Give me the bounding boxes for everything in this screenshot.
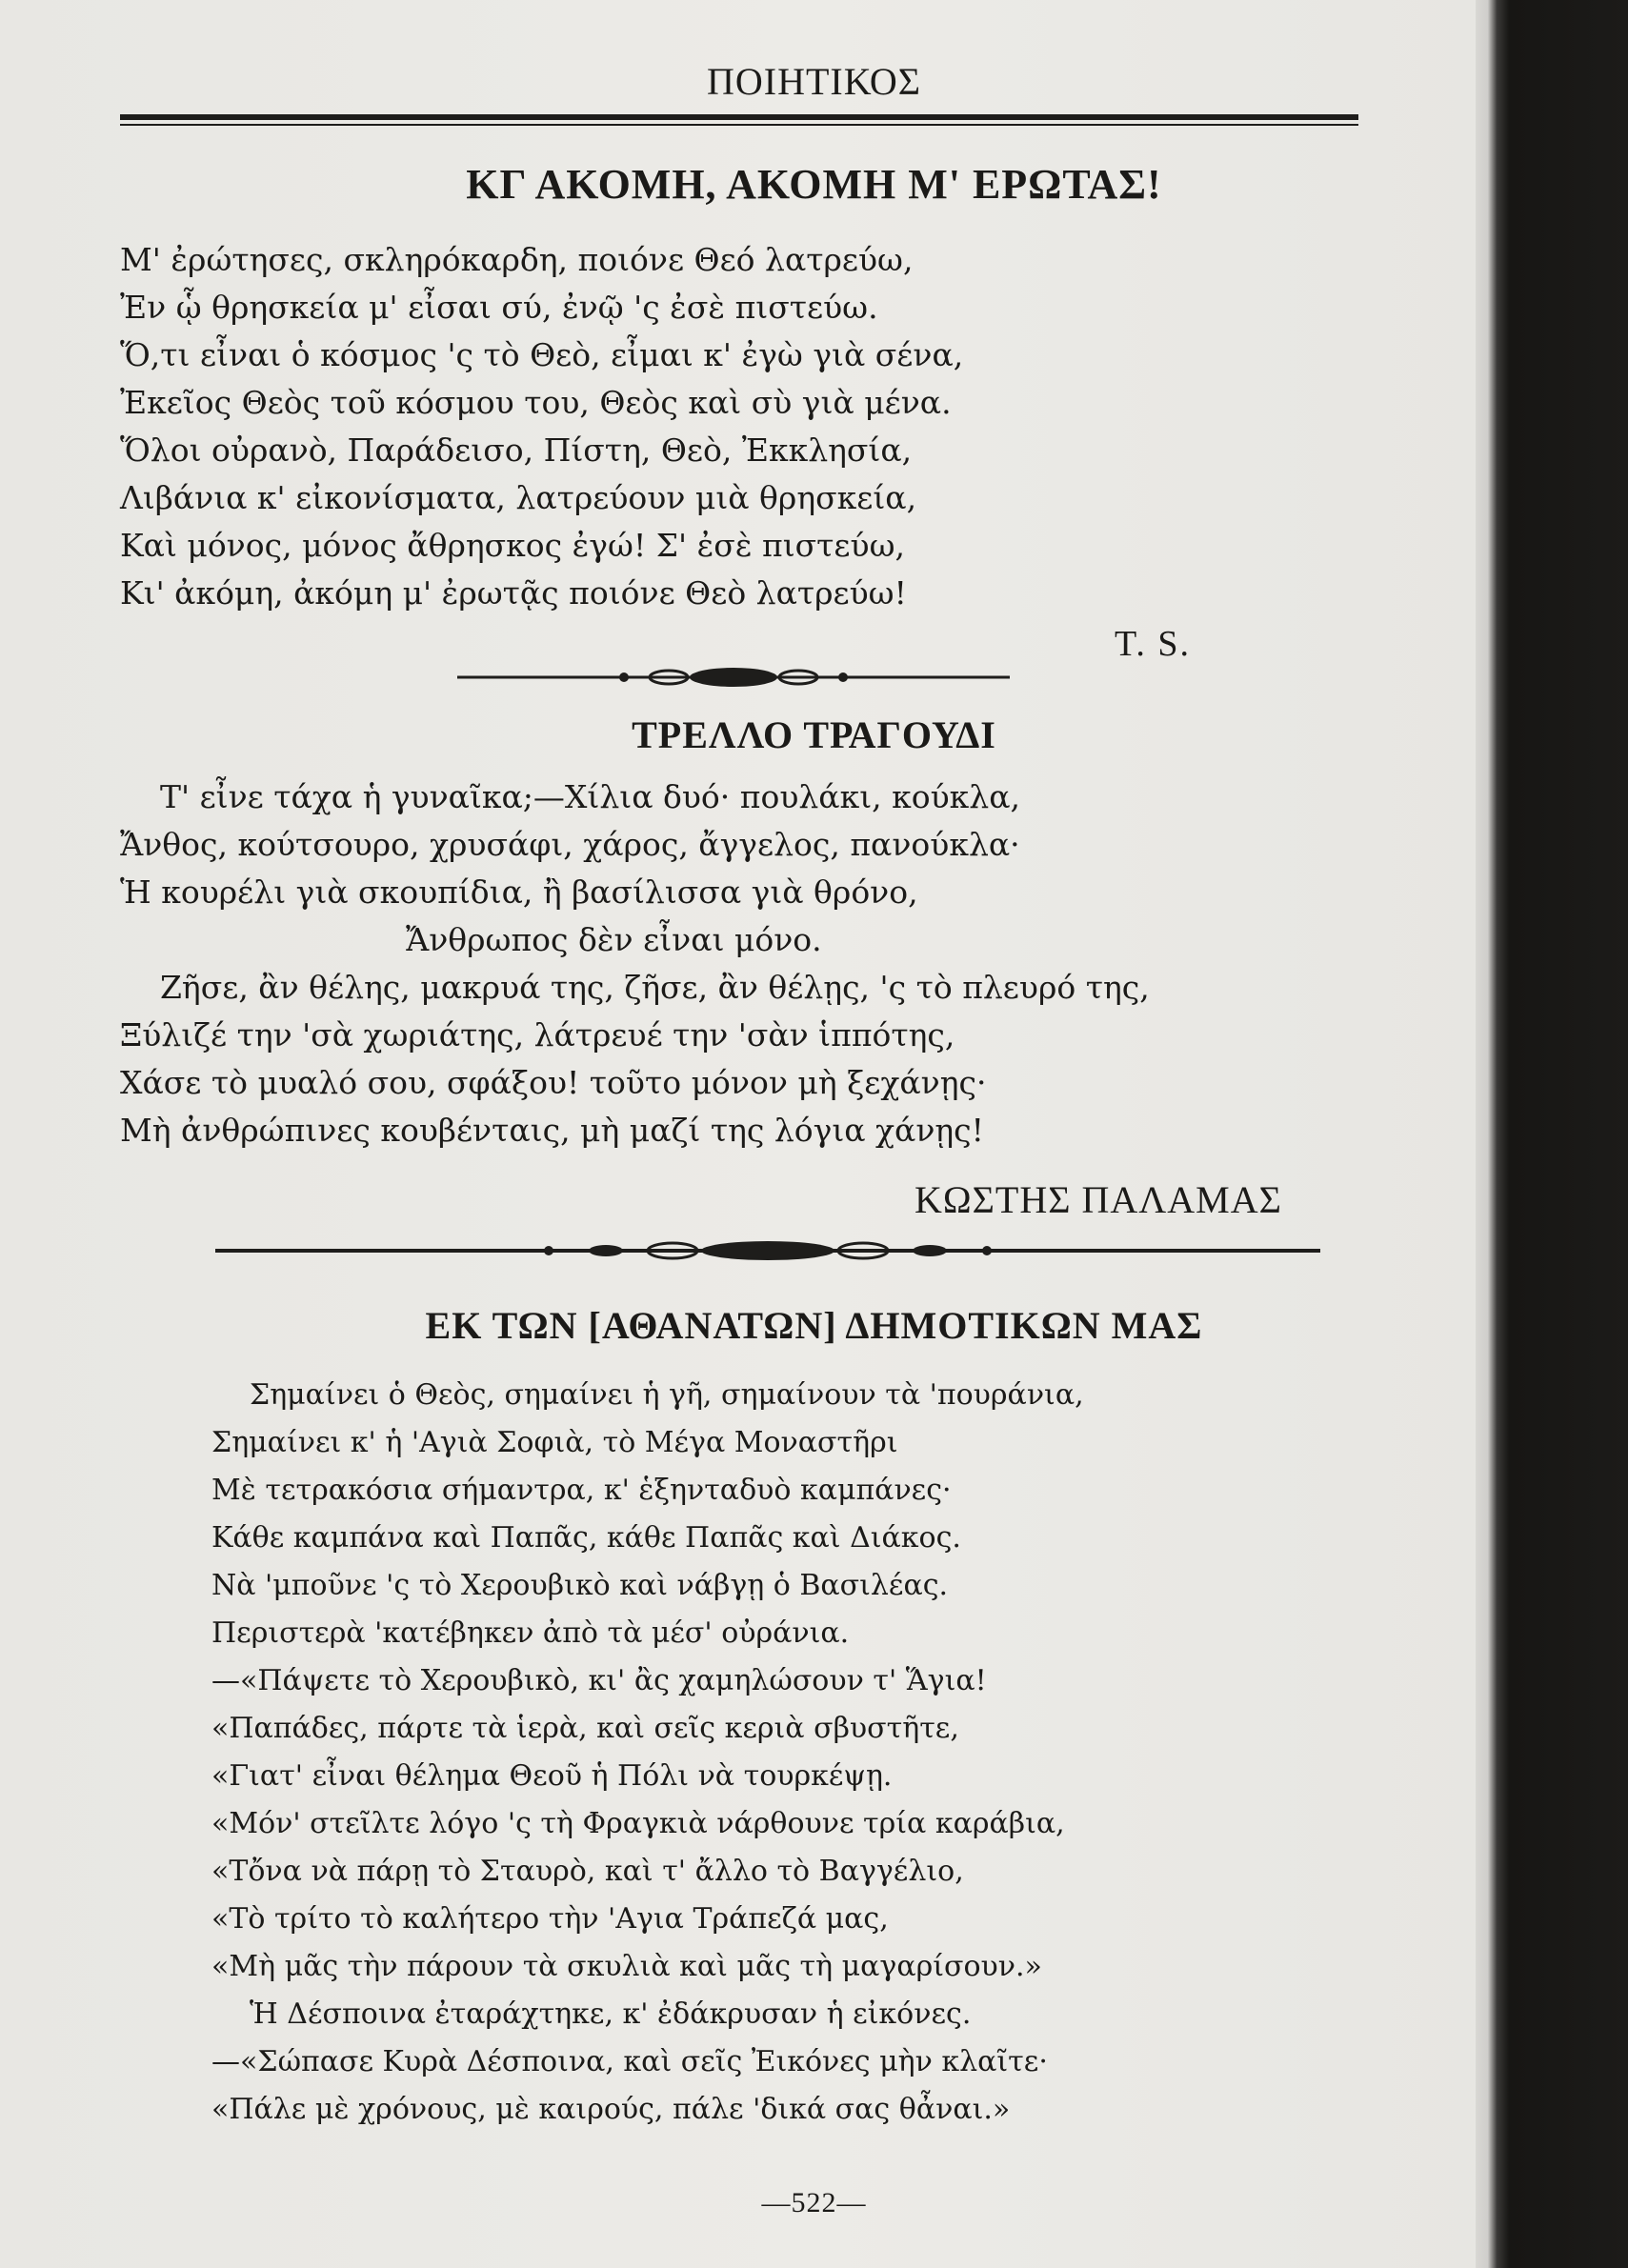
poem2-line: Χάσε τὸ μυαλό σου, σφάξου! τοῦτο μόνον μὴ ξεχάνῃς· bbox=[120, 1064, 987, 1101]
ornament-divider-1 bbox=[457, 663, 1010, 692]
poem3-line: Νὰ 'μποῦνε 'ς τὸ Χερουβικὸ καὶ νάβγῃ ὁ Βασιλέας. bbox=[211, 1569, 949, 1602]
header-rule bbox=[120, 114, 1358, 120]
poem2-line: Ἄνθρωπος δὲν εἶναι μόνο. bbox=[406, 921, 822, 958]
poem1-verse bbox=[120, 236, 1311, 617]
poem1-signature: T. S. bbox=[1115, 624, 1192, 664]
poem2-line: Μὴ ἀνθρώπινες κουβένταις, μὴ μαζί της λόγια χάνῃς! bbox=[120, 1112, 984, 1149]
poem3-line: «Μόν' στεῖλτε λόγο 'ς τὴ Φραγκιὰ νάρθουνε τρία καράβια, bbox=[211, 1807, 1065, 1840]
poem3-line: «Τὸ τρίτο τὸ καλήτερο τὴν 'Αγια Τράπεζά μας, bbox=[211, 1902, 889, 1936]
poem3-line: Κάθε καμπάνα καὶ Παπᾶς, κάθε Παπᾶς καὶ Διάκος. bbox=[211, 1521, 961, 1555]
poem2-line: Ξύλιζέ την 'σὰ χωριάτης, λάτρευέ την 'σὰν ἱππότης, bbox=[120, 1016, 955, 1054]
poem3-line: —«Σώπασε Κυρὰ Δέσποινα, καὶ σεῖς Ἐικόνες μὴν κλαῖτε· bbox=[211, 2045, 1048, 2078]
poem3-line: Σημαίνει ὁ Θεὸς, σημαίνει ἡ γῆ, σημαίνουν τὰ 'πουράνια, bbox=[250, 1378, 1084, 1412]
ornament-divider-2 bbox=[215, 1236, 1320, 1265]
poem1-line: Κι' ἀκόμη, ἀκόμη μ' ἐρωτᾷς ποιόνε Θεὸ λατρεύω! bbox=[120, 574, 907, 612]
poem3-line: «Πάλε μὲ χρόνους, μὲ καιρούς, πάλε 'δικά σας θἆναι.» bbox=[211, 2093, 1011, 2126]
poem1-line: Λιβάνια κ' εἰκονίσματα, λατρεύουν μιὰ θρησκεία, bbox=[120, 479, 917, 516]
poem1-title: ΚΓ ΑΚΟΜΗ, ΑΚΟΜΗ Μ' ΕΡΩΤΑΣ! bbox=[466, 161, 1162, 208]
poem2-title: ΤΡΕΛΛΟ ΤΡΑΓΟΥΔΙ bbox=[632, 713, 996, 756]
poem1-line: Ὅ,τι εἶναι ὁ κόσμος 'ς τὸ Θεὸ, εἶμαι κ' ἐγὼ γιὰ σένα, bbox=[120, 336, 964, 373]
poem3-line: «Μὴ μᾶς τὴν πάρουν τὰ σκυλιὰ καὶ μᾶς τὴ μαγαρίσουν.» bbox=[211, 1950, 1042, 1983]
poem3-line: «Παπάδες, πάρτε τὰ ἱερὰ, καὶ σεῖς κεριὰ σβυστῆτε, bbox=[211, 1712, 959, 1745]
poem1-line: Καὶ μόνος, μόνος ἄθρησκος ἐγώ! Σ' ἐσὲ πιστεύω, bbox=[120, 527, 905, 564]
poem2-signature: ΚΩΣΤΗΣ ΠΑΛΑΜΑΣ bbox=[914, 1178, 1282, 1221]
poem3-line: —«Πάψετε τὸ Χερουβικὸ, κι' ἂς χαμηλώσουν τ' Ἅγια! bbox=[211, 1664, 987, 1697]
poem2-line: Τ' εἶνε τάχα ἡ γυναῖκα;—Χίλια δυό· πουλάκι, κούκλα, bbox=[160, 778, 1020, 815]
binding-shadow bbox=[1476, 0, 1628, 2268]
poem1-line: Μ' ἐρώτησες, σκληρόκαρδη, ποιόνε Θεό λατρεύω, bbox=[120, 241, 914, 278]
poem2-line: Ἡ κουρέλι γιὰ σκουπίδια, ἢ βασίλισσα γιὰ θρόνο, bbox=[120, 873, 918, 911]
poem3-verse bbox=[211, 1372, 1307, 2134]
poem3-line: Ἡ Δέσποινα ἐταράχτηκε, κ' ἐδάκρυσαν ἡ εἰκόνες. bbox=[250, 1997, 972, 2031]
poem1-line: Ἐν ᾧ θρησκεία μ' εἶσαι σύ, ἐνῷ 'ς ἐσὲ πιστεύω. bbox=[120, 289, 878, 326]
poem3-line: Περιστερὰ 'κατέβηκεν ἀπὸ τὰ μέσ' οὐράνια. bbox=[211, 1616, 850, 1650]
poem3-title: ΕΚ ΤΩΝ [ΑΘΑΝΑΤΩΝ] ΔΗΜΟΤΙΚΩΝ ΜΑΣ bbox=[425, 1304, 1203, 1347]
poem3-line: «Γιατ' εἶναι θέλημα Θεοῦ ἡ Πόλι νὰ τουρκέψῃ. bbox=[211, 1759, 893, 1793]
poem1-line: Ἐκεῖος Θεὸς τοῦ κόσμου του, Θεὸς καὶ σὺ γιὰ μένα. bbox=[120, 384, 952, 421]
poem3-line: «Τὄνα νὰ πάρῃ τὸ Σταυρὸ, καὶ τ' ἄλλο τὸ Βαγγέλιο, bbox=[211, 1855, 964, 1888]
poem3-line: Σημαίνει κ' ἡ 'Αγιὰ Σοφιὰ, τὸ Μέγα Μοναστῆρι bbox=[211, 1426, 898, 1459]
running-head: ΠΟΙΗΤΙΚΟΣ bbox=[706, 60, 922, 103]
poem3-line: Μὲ τετρακόσια σήμαντρα, κ' ἑξηνταδυὸ καμπάνες· bbox=[211, 1474, 952, 1507]
poem2-line: Ἄνθος, κούτσουρο, χρυσάφι, χάρος, ἄγγελος, πανούκλα· bbox=[120, 826, 1020, 863]
page-number: —522— bbox=[761, 2187, 867, 2218]
poem2-verse bbox=[120, 773, 1311, 1154]
header-rule-thin bbox=[120, 124, 1358, 126]
poem1-line: Ὅλοι οὐρανὸ, Παράδεισο, Πίστη, Θεὸ, Ἐκκλησία, bbox=[120, 432, 913, 469]
poem2-line: Ζῆσε, ἂν θέλης, μακρυά της, ζῆσε, ἂν θέλῃς, 'ς τὸ πλευρό της, bbox=[160, 969, 1150, 1006]
